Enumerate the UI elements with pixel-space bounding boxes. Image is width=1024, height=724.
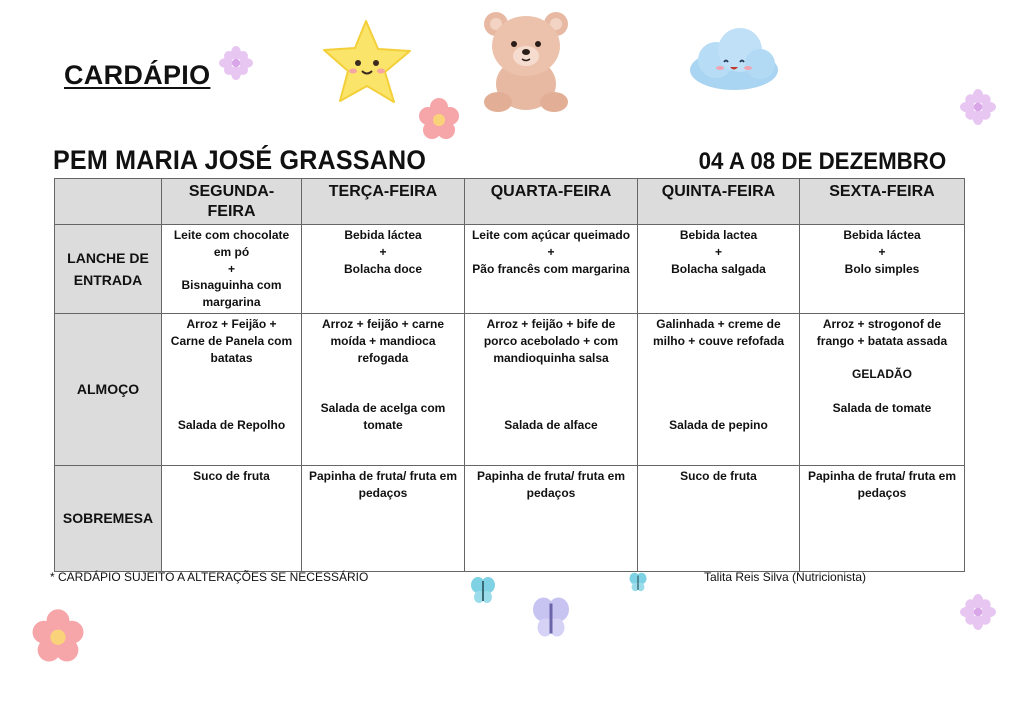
menu-cell: Bebida láctea + Bolacha doce [302, 225, 465, 314]
menu-cell: Leite com açúcar queimado + Pão francês com margarina [465, 225, 638, 314]
teddy-bear-icon [478, 6, 574, 114]
butterfly-icon [627, 572, 649, 592]
flower-icon [28, 608, 88, 664]
page-title: CARDÁPIO [64, 60, 211, 90]
butterfly-icon [470, 576, 496, 604]
flower-icon [960, 89, 996, 125]
menu-cell: Galinhada + creme de milho + couve refofada Salada de pepino [638, 313, 800, 465]
flower-icon [219, 46, 253, 80]
menu-cell: Papinha de fruta/ fruta em pedaços [302, 465, 465, 571]
menu-cell: Papinha de fruta/ fruta em pedaços [465, 465, 638, 571]
school-name: PEM MARIA JOSÉ GRASSANO [53, 145, 427, 175]
menu-cell: Suco de fruta [162, 465, 302, 571]
table-row [55, 313, 965, 465]
week-dates: 04 A 08 DE DEZEMBRO [698, 148, 946, 175]
menu-cell: Bebida lactea + Bolacha salgada [638, 225, 800, 314]
corner-cell [55, 179, 162, 225]
menu-cell: Arroz + strogonof de frango + batata assada GELADÃO Salada de tomate [800, 313, 965, 465]
flower-icon [960, 594, 996, 630]
table-row [55, 465, 965, 571]
day-header: TERÇA-FEIRA [302, 179, 465, 225]
table-row [55, 225, 965, 314]
menu-cell: Arroz + Feijão + Carne de Panela com batatas Salada de Repolho [162, 313, 302, 465]
day-header: QUARTA-FEIRA [465, 179, 638, 225]
menu-cell: Arroz + feijão + bife de porco acebolado + com mandioquinha salsa Salada de alface [465, 313, 638, 465]
menu-cell: Papinha de fruta/ fruta em pedaços [800, 465, 965, 571]
menu-cell: Leite com chocolate em pó + Bisnaguinha com margarina [162, 225, 302, 314]
footnote: * CARDÁPIO SUJEITO A ALTERAÇÕES SE NECESSÁRIO [50, 570, 369, 584]
table-header-row [55, 179, 965, 225]
day-header: QUINTA-FEIRA [638, 179, 800, 225]
flower-icon [417, 97, 461, 141]
menu-cell: Bebida láctea + Bolo simples [800, 225, 965, 314]
cloud-icon [686, 24, 782, 94]
day-header: SEXTA-FEIRA [800, 179, 965, 225]
butterfly-icon [528, 596, 574, 638]
row-label: LANCHE DE ENTRADA [55, 225, 162, 314]
nutritionist-credit: Talita Reis Silva (Nutricionista) [704, 570, 867, 584]
menu-cell: Suco de fruta [638, 465, 800, 571]
menu-table [54, 178, 965, 572]
day-header: SEGUNDA-FEIRA [162, 179, 302, 225]
row-label: SOBREMESA [55, 465, 162, 571]
star-icon [322, 17, 414, 105]
menu-cell: Arroz + feijão + carne moída + mandioca refogada Salada de acelga com tomate [302, 313, 465, 465]
row-label: ALMOÇO [55, 313, 162, 465]
